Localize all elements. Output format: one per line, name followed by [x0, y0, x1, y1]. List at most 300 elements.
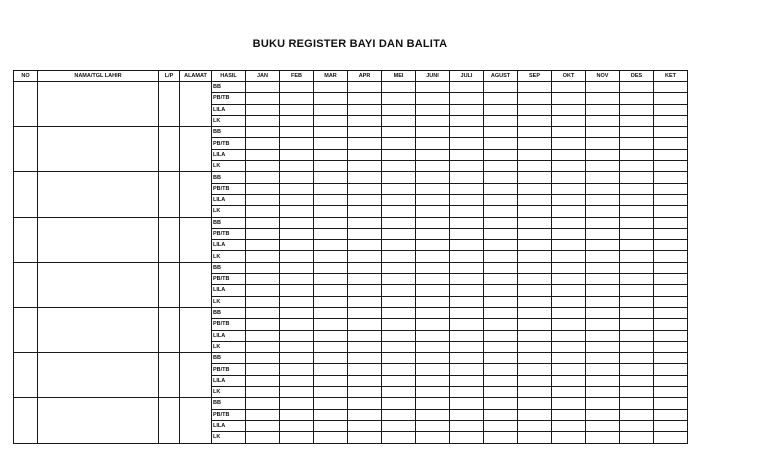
month-cell[interactable] [620, 228, 654, 239]
month-cell[interactable] [484, 149, 518, 160]
month-cell[interactable] [416, 228, 450, 239]
month-cell[interactable] [382, 285, 416, 296]
month-cell[interactable] [348, 149, 382, 160]
month-cell[interactable] [314, 398, 348, 409]
month-cell[interactable] [586, 274, 620, 285]
month-cell[interactable] [246, 398, 280, 409]
month-cell[interactable] [416, 206, 450, 217]
month-cell[interactable] [314, 420, 348, 431]
lp-cell[interactable] [159, 353, 180, 398]
month-cell[interactable] [416, 387, 450, 398]
month-cell[interactable] [620, 364, 654, 375]
month-cell[interactable] [620, 217, 654, 228]
nama-tgl-lahir-cell[interactable] [38, 307, 159, 352]
month-cell[interactable] [382, 364, 416, 375]
month-cell[interactable] [518, 432, 552, 443]
month-cell[interactable] [586, 420, 620, 431]
lp-cell[interactable] [159, 307, 180, 352]
month-cell[interactable] [484, 82, 518, 93]
month-cell[interactable] [586, 217, 620, 228]
month-cell[interactable] [416, 285, 450, 296]
month-cell[interactable] [246, 93, 280, 104]
nama-tgl-lahir-cell[interactable] [38, 262, 159, 307]
month-cell[interactable] [484, 161, 518, 172]
month-cell[interactable] [620, 194, 654, 205]
month-cell[interactable] [552, 353, 586, 364]
month-cell[interactable] [246, 274, 280, 285]
month-cell[interactable] [314, 172, 348, 183]
month-cell[interactable] [416, 104, 450, 115]
month-cell[interactable] [416, 161, 450, 172]
month-cell[interactable] [348, 127, 382, 138]
month-cell[interactable] [586, 104, 620, 115]
month-cell[interactable] [348, 115, 382, 126]
month-cell[interactable] [586, 409, 620, 420]
no-cell[interactable] [14, 353, 38, 398]
month-cell[interactable] [586, 364, 620, 375]
month-cell[interactable] [620, 172, 654, 183]
month-cell[interactable] [450, 172, 484, 183]
month-cell[interactable] [280, 93, 314, 104]
month-cell[interactable] [348, 138, 382, 149]
month-cell[interactable] [382, 409, 416, 420]
no-cell[interactable] [14, 262, 38, 307]
month-cell[interactable] [280, 104, 314, 115]
month-cell[interactable] [382, 398, 416, 409]
lp-cell[interactable] [159, 262, 180, 307]
month-cell[interactable] [450, 387, 484, 398]
month-cell[interactable] [416, 251, 450, 262]
month-cell[interactable] [552, 183, 586, 194]
month-cell[interactable] [552, 409, 586, 420]
month-cell[interactable] [450, 217, 484, 228]
month-cell[interactable] [314, 251, 348, 262]
month-cell[interactable] [586, 398, 620, 409]
month-cell[interactable] [348, 206, 382, 217]
ket-cell[interactable] [654, 93, 688, 104]
month-cell[interactable] [314, 93, 348, 104]
month-cell[interactable] [280, 330, 314, 341]
month-cell[interactable] [348, 93, 382, 104]
month-cell[interactable] [450, 296, 484, 307]
month-cell[interactable] [314, 127, 348, 138]
month-cell[interactable] [586, 375, 620, 386]
month-cell[interactable] [552, 285, 586, 296]
month-cell[interactable] [552, 375, 586, 386]
month-cell[interactable] [620, 409, 654, 420]
month-cell[interactable] [314, 104, 348, 115]
month-cell[interactable] [518, 296, 552, 307]
ket-cell[interactable] [654, 206, 688, 217]
month-cell[interactable] [484, 387, 518, 398]
month-cell[interactable] [382, 375, 416, 386]
month-cell[interactable] [484, 353, 518, 364]
month-cell[interactable] [382, 274, 416, 285]
month-cell[interactable] [314, 240, 348, 251]
ket-cell[interactable] [654, 387, 688, 398]
month-cell[interactable] [416, 217, 450, 228]
month-cell[interactable] [314, 432, 348, 443]
month-cell[interactable] [552, 307, 586, 318]
month-cell[interactable] [280, 409, 314, 420]
ket-cell[interactable] [654, 432, 688, 443]
month-cell[interactable] [518, 364, 552, 375]
month-cell[interactable] [246, 296, 280, 307]
month-cell[interactable] [416, 420, 450, 431]
month-cell[interactable] [518, 161, 552, 172]
month-cell[interactable] [280, 183, 314, 194]
month-cell[interactable] [620, 387, 654, 398]
month-cell[interactable] [348, 375, 382, 386]
ket-cell[interactable] [654, 194, 688, 205]
month-cell[interactable] [518, 285, 552, 296]
month-cell[interactable] [314, 274, 348, 285]
month-cell[interactable] [586, 115, 620, 126]
ket-cell[interactable] [654, 274, 688, 285]
ket-cell[interactable] [654, 420, 688, 431]
month-cell[interactable] [382, 228, 416, 239]
month-cell[interactable] [450, 330, 484, 341]
alamat-cell[interactable] [180, 82, 212, 127]
month-cell[interactable] [246, 161, 280, 172]
month-cell[interactable] [280, 387, 314, 398]
nama-tgl-lahir-cell[interactable] [38, 82, 159, 127]
month-cell[interactable] [246, 206, 280, 217]
month-cell[interactable] [382, 127, 416, 138]
ket-cell[interactable] [654, 307, 688, 318]
month-cell[interactable] [586, 93, 620, 104]
month-cell[interactable] [416, 398, 450, 409]
month-cell[interactable] [552, 432, 586, 443]
month-cell[interactable] [552, 262, 586, 273]
month-cell[interactable] [382, 387, 416, 398]
month-cell[interactable] [450, 149, 484, 160]
month-cell[interactable] [586, 432, 620, 443]
month-cell[interactable] [416, 274, 450, 285]
month-cell[interactable] [348, 285, 382, 296]
month-cell[interactable] [552, 149, 586, 160]
month-cell[interactable] [382, 330, 416, 341]
month-cell[interactable] [518, 375, 552, 386]
month-cell[interactable] [450, 183, 484, 194]
month-cell[interactable] [586, 149, 620, 160]
month-cell[interactable] [314, 82, 348, 93]
ket-cell[interactable] [654, 228, 688, 239]
ket-cell[interactable] [654, 240, 688, 251]
month-cell[interactable] [620, 104, 654, 115]
month-cell[interactable] [484, 375, 518, 386]
month-cell[interactable] [348, 240, 382, 251]
month-cell[interactable] [450, 161, 484, 172]
month-cell[interactable] [518, 206, 552, 217]
month-cell[interactable] [246, 319, 280, 330]
month-cell[interactable] [314, 138, 348, 149]
month-cell[interactable] [416, 183, 450, 194]
month-cell[interactable] [348, 319, 382, 330]
month-cell[interactable] [484, 127, 518, 138]
ket-cell[interactable] [654, 138, 688, 149]
month-cell[interactable] [450, 93, 484, 104]
month-cell[interactable] [280, 161, 314, 172]
month-cell[interactable] [450, 240, 484, 251]
month-cell[interactable] [552, 217, 586, 228]
month-cell[interactable] [416, 364, 450, 375]
month-cell[interactable] [518, 420, 552, 431]
month-cell[interactable] [484, 420, 518, 431]
month-cell[interactable] [450, 285, 484, 296]
month-cell[interactable] [280, 82, 314, 93]
month-cell[interactable] [416, 240, 450, 251]
month-cell[interactable] [620, 93, 654, 104]
month-cell[interactable] [314, 228, 348, 239]
month-cell[interactable] [382, 353, 416, 364]
lp-cell[interactable] [159, 127, 180, 172]
month-cell[interactable] [382, 104, 416, 115]
month-cell[interactable] [518, 319, 552, 330]
nama-tgl-lahir-cell[interactable] [38, 353, 159, 398]
month-cell[interactable] [280, 149, 314, 160]
month-cell[interactable] [484, 319, 518, 330]
month-cell[interactable] [416, 194, 450, 205]
month-cell[interactable] [246, 285, 280, 296]
month-cell[interactable] [620, 353, 654, 364]
month-cell[interactable] [382, 341, 416, 352]
month-cell[interactable] [246, 409, 280, 420]
month-cell[interactable] [314, 387, 348, 398]
month-cell[interactable] [518, 274, 552, 285]
month-cell[interactable] [620, 420, 654, 431]
month-cell[interactable] [348, 420, 382, 431]
month-cell[interactable] [620, 161, 654, 172]
month-cell[interactable] [552, 206, 586, 217]
month-cell[interactable] [586, 319, 620, 330]
month-cell[interactable] [484, 93, 518, 104]
month-cell[interactable] [348, 104, 382, 115]
month-cell[interactable] [620, 149, 654, 160]
month-cell[interactable] [246, 420, 280, 431]
month-cell[interactable] [484, 274, 518, 285]
month-cell[interactable] [246, 307, 280, 318]
month-cell[interactable] [280, 341, 314, 352]
month-cell[interactable] [280, 251, 314, 262]
month-cell[interactable] [416, 409, 450, 420]
month-cell[interactable] [620, 296, 654, 307]
month-cell[interactable] [450, 206, 484, 217]
month-cell[interactable] [552, 194, 586, 205]
month-cell[interactable] [280, 319, 314, 330]
month-cell[interactable] [416, 138, 450, 149]
month-cell[interactable] [348, 274, 382, 285]
month-cell[interactable] [348, 387, 382, 398]
month-cell[interactable] [382, 82, 416, 93]
month-cell[interactable] [518, 307, 552, 318]
month-cell[interactable] [416, 319, 450, 330]
month-cell[interactable] [484, 307, 518, 318]
ket-cell[interactable] [654, 251, 688, 262]
month-cell[interactable] [484, 228, 518, 239]
month-cell[interactable] [586, 307, 620, 318]
month-cell[interactable] [348, 194, 382, 205]
month-cell[interactable] [484, 183, 518, 194]
month-cell[interactable] [246, 228, 280, 239]
month-cell[interactable] [484, 364, 518, 375]
month-cell[interactable] [450, 341, 484, 352]
month-cell[interactable] [314, 409, 348, 420]
month-cell[interactable] [518, 341, 552, 352]
alamat-cell[interactable] [180, 172, 212, 217]
month-cell[interactable] [518, 183, 552, 194]
month-cell[interactable] [484, 398, 518, 409]
month-cell[interactable] [314, 194, 348, 205]
month-cell[interactable] [348, 307, 382, 318]
month-cell[interactable] [518, 127, 552, 138]
month-cell[interactable] [518, 353, 552, 364]
month-cell[interactable] [246, 115, 280, 126]
month-cell[interactable] [246, 375, 280, 386]
month-cell[interactable] [450, 398, 484, 409]
ket-cell[interactable] [654, 115, 688, 126]
month-cell[interactable] [620, 341, 654, 352]
month-cell[interactable] [552, 104, 586, 115]
month-cell[interactable] [552, 251, 586, 262]
month-cell[interactable] [552, 240, 586, 251]
month-cell[interactable] [246, 262, 280, 273]
month-cell[interactable] [246, 353, 280, 364]
month-cell[interactable] [348, 161, 382, 172]
month-cell[interactable] [552, 172, 586, 183]
month-cell[interactable] [518, 409, 552, 420]
ket-cell[interactable] [654, 319, 688, 330]
month-cell[interactable] [246, 364, 280, 375]
month-cell[interactable] [314, 262, 348, 273]
no-cell[interactable] [14, 127, 38, 172]
ket-cell[interactable] [654, 353, 688, 364]
no-cell[interactable] [14, 398, 38, 443]
month-cell[interactable] [552, 330, 586, 341]
alamat-cell[interactable] [180, 127, 212, 172]
month-cell[interactable] [314, 364, 348, 375]
month-cell[interactable] [348, 353, 382, 364]
month-cell[interactable] [280, 296, 314, 307]
month-cell[interactable] [518, 217, 552, 228]
ket-cell[interactable] [654, 330, 688, 341]
month-cell[interactable] [382, 319, 416, 330]
month-cell[interactable] [518, 115, 552, 126]
month-cell[interactable] [416, 115, 450, 126]
month-cell[interactable] [246, 330, 280, 341]
month-cell[interactable] [518, 104, 552, 115]
month-cell[interactable] [552, 228, 586, 239]
ket-cell[interactable] [654, 285, 688, 296]
month-cell[interactable] [450, 307, 484, 318]
month-cell[interactable] [280, 228, 314, 239]
month-cell[interactable] [586, 296, 620, 307]
no-cell[interactable] [14, 217, 38, 262]
month-cell[interactable] [552, 319, 586, 330]
month-cell[interactable] [620, 206, 654, 217]
month-cell[interactable] [280, 307, 314, 318]
nama-tgl-lahir-cell[interactable] [38, 172, 159, 217]
ket-cell[interactable] [654, 409, 688, 420]
month-cell[interactable] [552, 420, 586, 431]
month-cell[interactable] [484, 217, 518, 228]
month-cell[interactable] [450, 375, 484, 386]
month-cell[interactable] [416, 375, 450, 386]
month-cell[interactable] [416, 172, 450, 183]
month-cell[interactable] [280, 172, 314, 183]
month-cell[interactable] [518, 262, 552, 273]
month-cell[interactable] [348, 341, 382, 352]
month-cell[interactable] [552, 387, 586, 398]
month-cell[interactable] [382, 149, 416, 160]
month-cell[interactable] [348, 409, 382, 420]
month-cell[interactable] [246, 149, 280, 160]
ket-cell[interactable] [654, 172, 688, 183]
lp-cell[interactable] [159, 82, 180, 127]
month-cell[interactable] [246, 172, 280, 183]
month-cell[interactable] [552, 93, 586, 104]
month-cell[interactable] [246, 82, 280, 93]
month-cell[interactable] [586, 240, 620, 251]
month-cell[interactable] [450, 127, 484, 138]
month-cell[interactable] [246, 432, 280, 443]
month-cell[interactable] [280, 353, 314, 364]
month-cell[interactable] [382, 161, 416, 172]
month-cell[interactable] [450, 432, 484, 443]
month-cell[interactable] [484, 285, 518, 296]
alamat-cell[interactable] [180, 262, 212, 307]
month-cell[interactable] [484, 432, 518, 443]
month-cell[interactable] [450, 138, 484, 149]
month-cell[interactable] [586, 353, 620, 364]
month-cell[interactable] [280, 115, 314, 126]
month-cell[interactable] [314, 217, 348, 228]
month-cell[interactable] [314, 161, 348, 172]
month-cell[interactable] [382, 296, 416, 307]
month-cell[interactable] [416, 82, 450, 93]
month-cell[interactable] [552, 138, 586, 149]
month-cell[interactable] [620, 375, 654, 386]
month-cell[interactable] [518, 172, 552, 183]
month-cell[interactable] [382, 432, 416, 443]
ket-cell[interactable] [654, 149, 688, 160]
month-cell[interactable] [586, 138, 620, 149]
month-cell[interactable] [484, 115, 518, 126]
month-cell[interactable] [246, 251, 280, 262]
month-cell[interactable] [246, 194, 280, 205]
month-cell[interactable] [552, 341, 586, 352]
month-cell[interactable] [314, 149, 348, 160]
month-cell[interactable] [416, 296, 450, 307]
month-cell[interactable] [620, 183, 654, 194]
month-cell[interactable] [450, 251, 484, 262]
month-cell[interactable] [382, 240, 416, 251]
month-cell[interactable] [484, 194, 518, 205]
month-cell[interactable] [484, 341, 518, 352]
ket-cell[interactable] [654, 127, 688, 138]
month-cell[interactable] [620, 82, 654, 93]
month-cell[interactable] [552, 115, 586, 126]
month-cell[interactable] [484, 104, 518, 115]
alamat-cell[interactable] [180, 307, 212, 352]
month-cell[interactable] [586, 330, 620, 341]
month-cell[interactable] [416, 432, 450, 443]
month-cell[interactable] [586, 285, 620, 296]
month-cell[interactable] [348, 398, 382, 409]
month-cell[interactable] [382, 172, 416, 183]
month-cell[interactable] [620, 127, 654, 138]
month-cell[interactable] [348, 217, 382, 228]
